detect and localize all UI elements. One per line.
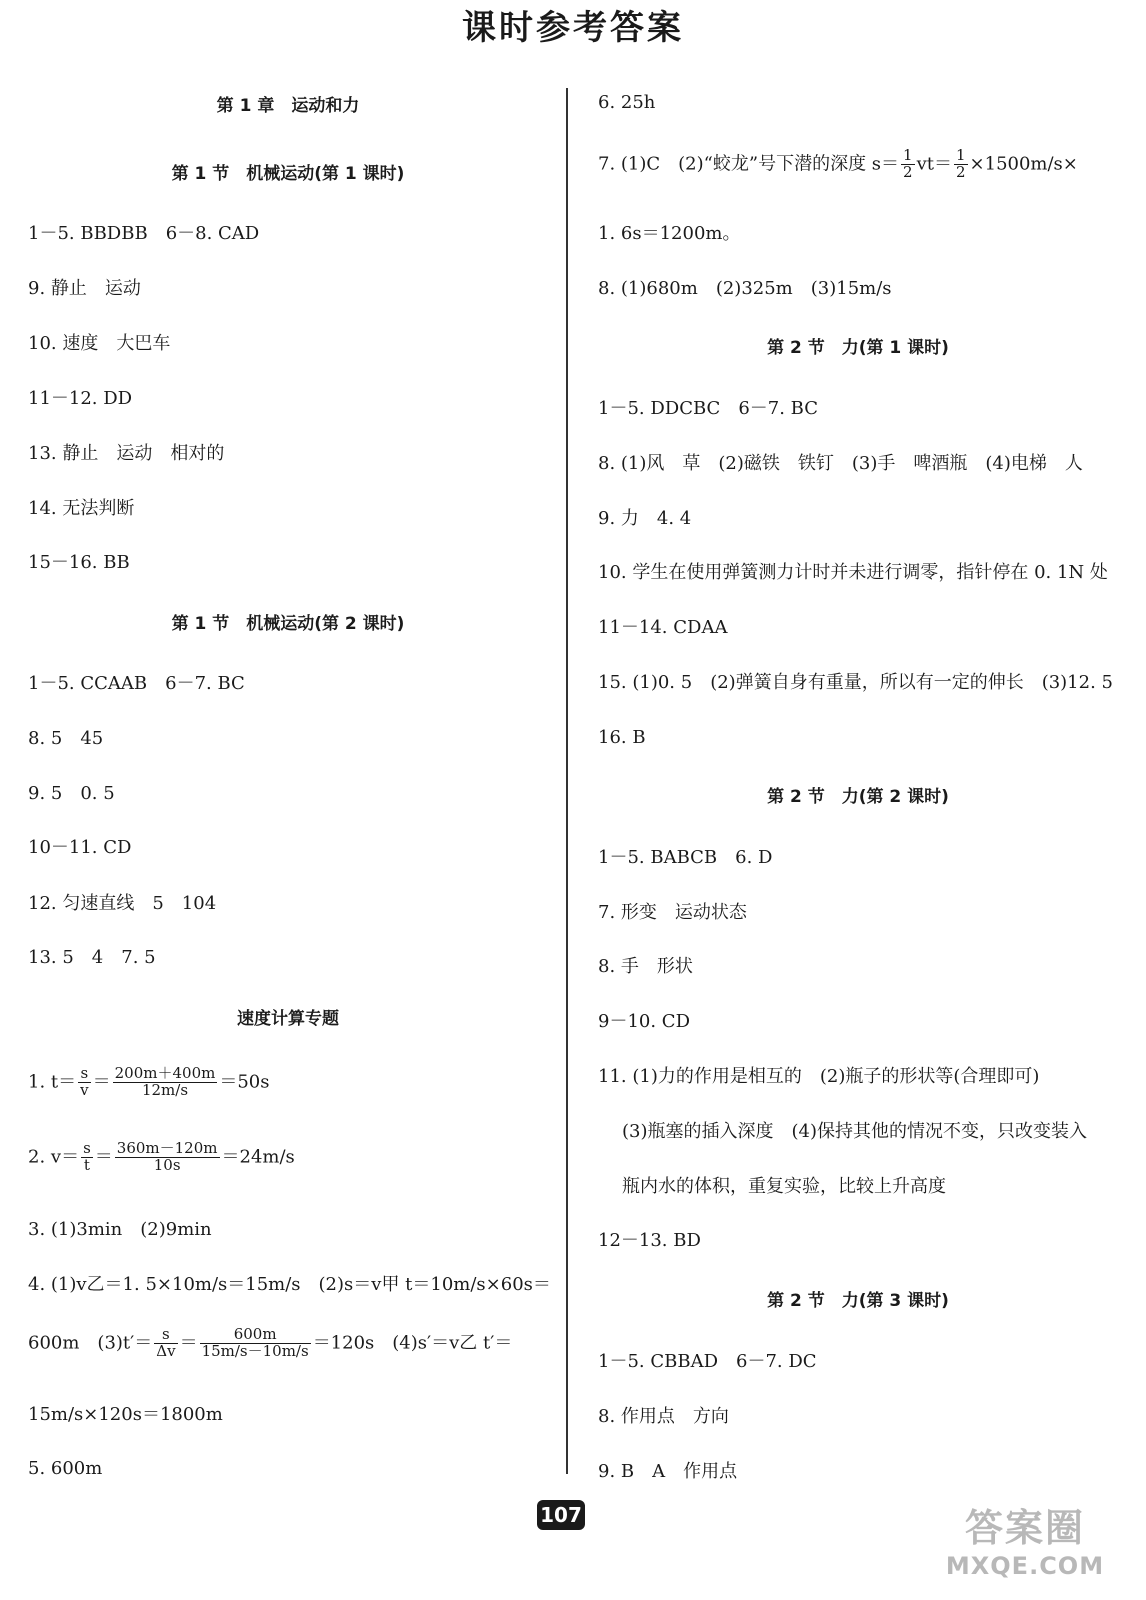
fraction: $\frac{1}{2}$ (955, 146, 966, 181)
page-number: 107 (537, 1500, 585, 1530)
answer-line: 12. 匀速直线 5 104 (28, 893, 217, 914)
formula-line: 600m (3)t′＝ $\frac{s}{\Delta v}$ ＝ $\frac{600m}{15m/s-10m/s}$ ＝120s (4)s′＝v乙 t′＝ (28, 1325, 513, 1360)
answer-line: 9. B A 作用点 (598, 1461, 738, 1482)
answer-line: 1. 6s＝1200m。 (598, 223, 741, 244)
section-heading: 第 2 节 力(第 2 课时) (767, 787, 949, 807)
fraction: $\frac{s}{\Delta v}$ (156, 1325, 176, 1360)
answer-line: 11－14. CDAA (598, 617, 728, 638)
answer-line: (3)瓶塞的插入深度 (4)保持其他的情况不变，只改变装入 (622, 1121, 1087, 1142)
answer-line: 9. 静止 运动 (28, 278, 141, 299)
answer-line: 8. (1)680m (2)325m (3)15m/s (598, 278, 892, 299)
answer-line: 1－5. DDCBC 6－7. BC (598, 398, 818, 419)
fraction: $\frac{s}{v}$ (80, 1064, 89, 1099)
answer-line: 10. 速度 大巴车 (28, 333, 171, 354)
formula-line: 7. (1)C (2)“蛟龙”号下潜的深度 s＝ $\frac{1}{2}$ vt＝ $\frac{1}{2}$ ×1500m/s× (598, 146, 1078, 181)
watermark-logo: 答案圈 (964, 1506, 1085, 1550)
formula-line: 2. v＝ $\frac{s}{t}$ ＝ $\frac{360m-120m}{10s}$ ＝24m/s (28, 1139, 295, 1174)
answer-line: 1－5. CBBAD 6－7. DC (598, 1351, 817, 1372)
answer-line: 6. 25h (598, 92, 656, 113)
answer-line: 11－12. DD (28, 388, 133, 409)
watermark-url: MXQE.COM (945, 1552, 1105, 1580)
answer-line: 8. 手 形状 (598, 956, 693, 977)
answer-line: 10－11. CD (28, 837, 132, 858)
answer-line: 15－16. BB (28, 552, 130, 573)
answer-line: 瓶内水的体积，重复实验，比较上升高度 (622, 1176, 946, 1197)
answer-line: 9. 力 4. 4 (598, 508, 692, 529)
answer-line: 1－5. BBDBB 6－8. CAD (28, 223, 260, 244)
section-heading: 第 2 节 力(第 1 课时) (767, 338, 949, 358)
fraction: $\frac{s}{t}$ (83, 1139, 91, 1174)
section-heading: 第 1 节 机械运动(第 2 课时) (171, 614, 405, 634)
answer-line: 15. (1)0. 5 (2)弹簧自身有重量，所以有一定的伸长 (3)12. 5 (598, 672, 1113, 693)
answer-line: 12－13. BD (598, 1230, 701, 1251)
answer-line: 4. (1)v乙＝1. 5×10m/s＝15m/s (2)s＝v甲 t＝10m/s×60s＝ (28, 1274, 551, 1295)
watermark (925, 1505, 1125, 1595)
answer-line: 14. 无法判断 (28, 498, 135, 519)
answer-line: 13. 静止 运动 相对的 (28, 443, 225, 464)
answer-line: 8. 作用点 方向 (598, 1406, 729, 1427)
answer-line: 16. B (598, 727, 646, 748)
formula-line: 1. t＝ $\frac{s}{v}$ ＝ $\frac{200m+400m}{12m/s}$ ＝50s (28, 1064, 270, 1099)
answer-line: 1－5. BABCB 6. D (598, 847, 773, 868)
answer-line: 7. 形变 运动状态 (598, 902, 747, 923)
fraction: $\frac{600m}{15m/s-10m/s}$ (201, 1325, 309, 1360)
answer-line: 8. 5 45 (28, 728, 104, 749)
answer-line: 9－10. CD (598, 1011, 691, 1032)
answer-line: 8. (1)风 草 (2)磁铁 铁钉 (3)手 啤酒瓶 (4)电梯 人 (598, 453, 1083, 474)
answer-line: 11. (1)力的作用是相互的 (2)瓶子的形状等(合理即可) (598, 1066, 1040, 1087)
chapter-heading: 第 1 章 运动和力 (216, 96, 360, 116)
answer-line: 1－5. CCAAB 6－7. BC (28, 673, 245, 694)
answer-line: 5. 600m (28, 1458, 103, 1479)
section-heading: 第 1 节 机械运动(第 1 课时) (171, 164, 405, 184)
answer-line: 15m/s×120s＝1800m (28, 1404, 223, 1425)
section-heading: 速度计算专题 (237, 1009, 339, 1029)
section-heading: 第 2 节 力(第 3 课时) (767, 1291, 949, 1311)
page-title: 课时参考答案 (462, 8, 684, 48)
fraction: $\frac{360m-120m}{10s}$ (116, 1139, 218, 1174)
answer-line: 3. (1)3min (2)9min (28, 1219, 212, 1240)
answer-line: 13. 5 4 7. 5 (28, 947, 156, 968)
answer-line: 10. 学生在使用弹簧测力计时并未进行调零，指针停在 0. 1N 处 (598, 562, 1108, 583)
fraction: $\frac{200m+400m}{12m/s}$ (114, 1064, 216, 1099)
column-divider (566, 88, 568, 1474)
answer-line: 9. 5 0. 5 (28, 783, 115, 804)
fraction: $\frac{1}{2}$ (903, 146, 913, 181)
